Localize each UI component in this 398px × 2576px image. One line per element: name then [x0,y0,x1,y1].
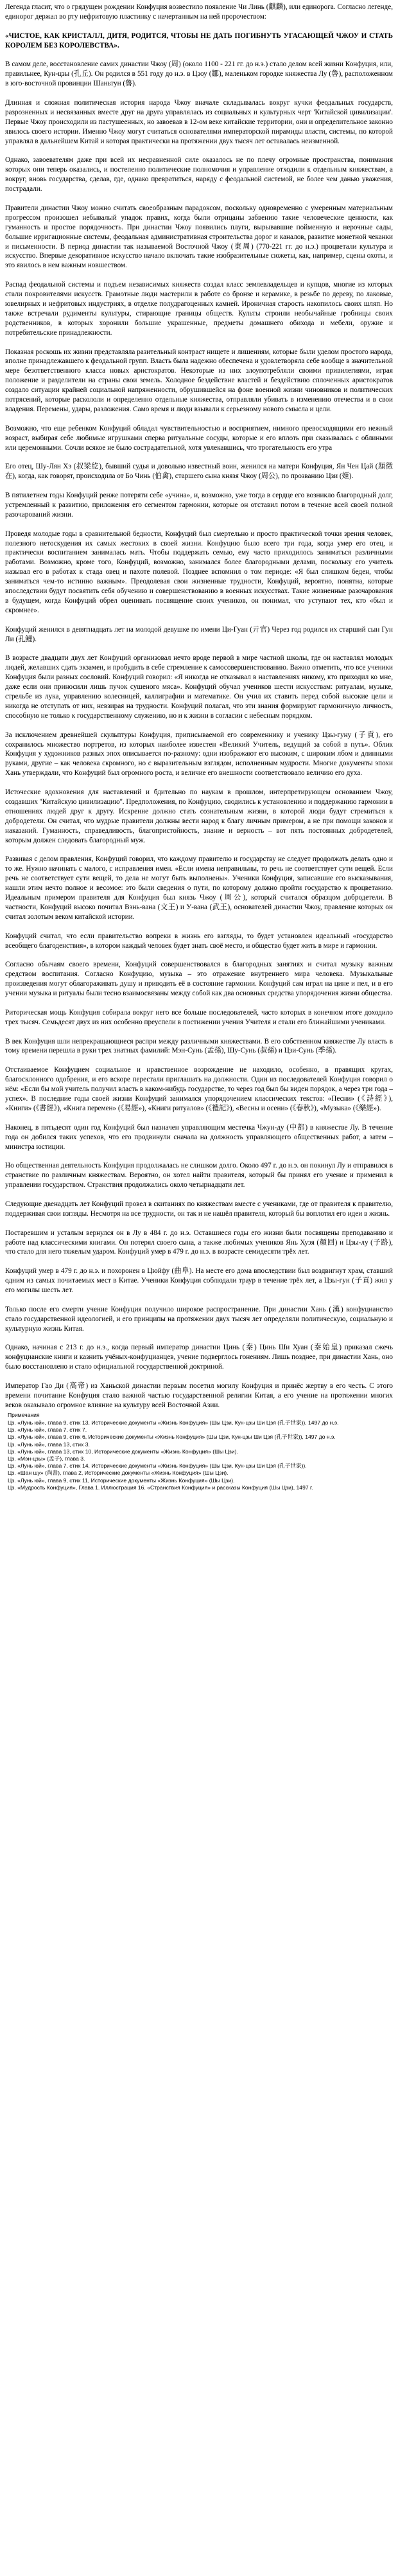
paragraph: Риторическая мощь Конфуция собирала вокруг него все больше последователей, часто которых в конечном итоге доходило трех тысяч. Семьдесят двух из них особенно преуспели в постижении учения Учителя и стали его ближайшими учениками. [5,1008,393,1026]
paragraph: Конфуций женился в девятнадцать лет на молодой девушке по имени Ци-Гуан (亓官) Через год родился их старший сын Гун Ли (孔鯉). [5,625,393,643]
footnote-item: Цз. «Мэн-цзы» (孟子), глава 3. [8,1455,85,1462]
footnote-item: Цз. «Лунь юй», глава 9, стих 11, Исторические документы «Жизнь Конфуция» (Шы Цзи). [8,1477,235,1484]
paragraph: За исключением древнейшей скульптуры Конфуция, приписываемой его современнику и ученику Цзы-гуну (子貢), его сохранилось множество портретов, из которых наиболее известен «Великий Учитель, ведущий за собой в путь». Облик Конфуция у художников разных эпох описывается по-разному: одни изображают его высоким, с широким лбом и длинными руками, другие – как человека скромного, но с выразительным взглядом, исполненным мудрости. Многие документы эпохи Хань утверждали, что Конфуций был огромного роста, и величие его внешности соответствовало величию его духа. [5,731,393,777]
paragraph: Конфуций считал, что если правительство вопреки в жизнь его взгляды, то будет установлен идеальный «государство всеобщего благоденствия», в котором каждый человек будет знать своё место, и общество будет жить в мире и гармонии. [5,932,393,950]
paragraph: Согласно обычаям своего времени, Конфуций совершенствовался в благородных занятиях и считал музыку важным средством воспитания. Согласно Конфуцию, музыка – это отражение внутреннего мира человека. Музыкальные произведения могут облагораживать душу и приводить её в состояние гармонии. Конфуций сам играл на цине и пел, и в его учении музыка и ритуалы были тесно взаимосвязаны между собой как два основных средства упорядочения жизни общества. [5,961,393,998]
paragraph: В век Конфуция шли непрекращающиеся распри между различными княжествами. В его собственном княжестве Лу власть в тому времени перешла в руки трех знатных фамилий: Мэн-Сунь (孟孫), Шу-Сунь (叔孫) и Цзи-Сунь (季孫). [5,1037,393,1055]
paragraph: Император Гао Ди (高帝) из Ханьской династии первым посетил могилу Конфуция и принёс жертву в его честь. С этого времени почитание Конфуция стало важной частью государственной религии Китая, а его учение на протяжении многих веков оказывало огромное влияние на культуру всей Восточной Азии. [5,1382,393,1409]
paragraph: Его отец, Шу-Лян Хэ (叔梁紇), бывший судья и довольно известный воин, женился на матери Конфуция, Ян Чен Цай (顏徵在), когда, как говорят, происходила от Бо Чинь (伯禽), старшего сына князя Чжоу (周公), по прозванию Цзи (姬). [5,463,393,481]
paragraph: В самом деле, восстановление самих династии Чжоу (周) (около 1100 - 221 гг. до н.э.) стало делом всей жизни Конфуция, или, правильнее, Кун-цзы (孔丘). Он родился в 551 году до н.э. в Цзоу (鄒), маленьком городке княжества Лу (魯), расположенном в юго-восточной провинции Шаньтун (魯). [5,60,393,88]
paragraph: Проведя молодые годы в сравнительной бедности, Конфуций был смертельно и просто практической точки зрения человек, полезного нетоскудения их самых жестоких в своей жизни. Конфуцию было всего три года, когда умер его отец, и практически воспитанием занималась мать. Чтобы поддержать семью, ему часто приходилось заниматься различными работами. Возможно, кроме того, Конфуций, возможно, занимался более благородными делами, поскольку его учитель называл его в работах к стада овец и пахоте полевой. Позднее вспомнил о том периоде: «Я был слишком беден, чтобы заниматься чем-то истинно важным». Преодолевая свои жизненные трудности, Конфуций, вероятно, понятна, которые впоследствии будут посвятить себя обучению и совершенствованию в военных искусствах. Такие жизненные разочарования в будущем, когда Конфуций обрел оценивать посвящение своих учеников, он понимал, что уступают тех, кто «был и скромнее». [5,529,393,614]
paragraph: Длинная и сложная политическая история народа Чжоу вначале складывалась вокруг кучки феодальных государств, разрозненных и несвязанных вместе друг на друга управлялась из социальных и культурных черт 'Китайской цивилизации'. Первые Чжоу происходили из пастушеенных, но завоевав в 12-ом веке китайские территории, они и определительное законно явилось своего истории. Именно Чжоу могут считаться основателями императорской пирамиды власти, системы, по которой управлял в дальнейшем Китай и которая практически на протяжении двух тысяч лет оставалась неизменной. [5,99,393,145]
paragraph: Распад феодальной системы и подъем независимых княжеств создал класс землевладельцев и купцов, многие из которых стали покровителями искусств. Грамотные люди мастерили в работе со бронзе и керамике, в резьбе по дереву, по лаковые, ювелирных и нефритовых индустриях, в отделке полудрагоценных камней. Ироничная старость накопилось своих шляп. Но также встречали рудименты культуры, стирающие границы обществ. Культы строили необычайные гробницы своих родственников, в которых хоронили большие украшенные, предметы домашнего обихода и мебели, оружие и потребительские принадлежности. [5,281,393,337]
footnote-item: Цз. «Мудрость Конфуция», Глава 1. Иллюстрация 16. «Странствия Конфуция» и рассказы Конфуция (Шы Цзи), 1497 г. [8,1484,313,1491]
paragraph: В возрасте двадцати двух лет Конфуций организовал нечто вроде первой в мире частной школы, где он наставлял молодых людей, желавших сдать экзамен, и пробудить в себе стремление к самосовершенствованию. Важно отметить, что все ученики Конфуция были разных сословий. Конфуций говорил: «Я никогда не отказывал в наставлениях никому, кто приходил ко мне, даже если они приносили лишь пучок сушеного мяса». Конфуций обучал учеников шести искусствам: ритуалам, музыке, стрельбе из лука, управлению колесницей, каллиграфии и математике. Он учил их ставить перед собой высокие цели и никогда не отступать от них, невзирая на трудности. Конфуций полагал, что эти знания формируют гармоничную личность, способную не только к государственному служению, но и к жизни в согласии с небесным порядком. [5,654,393,720]
paragraph: Легенда гласит, что о грядущем рождении Конфуция возвестило появление Чи Линь (麒麟), или единорога. Согласно легенде, единорог держал во рту нефритовую пластинку с начертанным на ней пророчеством: [5,3,393,21]
paragraph: Показная роскошь их жизни представляла разительный контраст нищете и лишениям, которые были уделом простого народа, вполне принадлежавшего к феодальной групп. Власть была надежно обеспечена и удовлетворяла себе вообще в значительной мере безответственного класса новых аристократов. Некоторые из них злоупотребляли своими привилегиями, играя положение и разделители на страны свои земель. Холодное бездействие властей и бездействию сплоченных аристократов создало ситуации крайней социальной напряженности, обрушившейся на фоне военной жизни чиновников и политических потрясений, которые раскололи и определенно отдельные княжества, отправляли убивать в изменению отечества и в свои владения. Перемены, удары, разложения. Само время и люди взывали к серьезному нового смысла и цели. [5,348,393,413]
paragraph: Отстаиваемое Конфуцием социальное и нравственное возрождение не находило, особенно, в правящих кругах, благосклонного одобрения, и его вскоре перестали приглашать на должности. Один из последователей Конфуция говорил о нём: «Если бы мой учитель получил власть в каком-нибудь государстве, то через год был бы виден порядок, а через три года – успех». В последние годы своей жизни Конфуций занимался упорядочением классических текстов: «Песни» (《詩經》), «Книги» (《書經》), «Книга перемен» (《易經»), «Книги ритуалов» (《禮記》), «Весны и осени» (《春秋》), «Музыка» (《樂經»). [5,1066,393,1112]
paragraph: Развивая с делом правления, Конфуций говорил, что каждому правителю и государству не следует продолжать делать одно и то же. Нужно начинать с малого, с исправления имен. «Если имена неправильны, то речь не соответствует сути вещей. Если речь не соответствует сути вещей, то дела не могут быть выполнены». Ученики Конфуция, записавшие его высказывания, нашли этим нечто полное и весомое: это были сведения о пути, по которому должно пройти государство к процветанию. Идеальным примером правителя для Конфуция был князь Чжоу (周公), который считался образцом добродетели. В частности, Конфуций высоко почитал Вэнь-вана (文王) и У-вана (武王), основателей династии Чжоу, правление которых он считал золотым веком китайской истории. [5,855,393,921]
footnote-item: Цз. «Лунь юй», глава 13, стих 3. [8,1441,90,1448]
footnote-item: Цз. «Лунь юй», глава 7, стих 14, Исторические документы «Жизнь Конфуция» (Шы Цзи, Кун-цзы Ши Цзя (孔子世家)). [8,1462,307,1470]
footnote-item: Цз. «Лунь юй», глава 9, стих 13, Исторические документы «Жизнь Конфуция» (Шы Цзи, Кун-цзы Ши Цзя (孔子世家)), 1497 до н.э. [8,1419,339,1426]
paragraph: В пятилетнем годы Конфуций ренже потеряти себе «учина», и, возможно, уже тогда в сердце его возникло благородный долг, устремленный к развитию, приложения его сегментом гармонии, которые он отставил потом в течение всей своей полной разочарований жизни. [5,492,393,519]
article-body [5,3,393,1410]
paragraph: Возможно, что еще ребенком Конфуций обладал чувствительностью и восприятием, нимного превосходящими его нежный возраст, выбирая себе любимые игрушками сперва ритуальные сосуды, которые и его вплоть при сказывалась с облиными или церемонными. Сочли всякое не было сострадательной, хотя увлекавшись, что трогательность его утра [5,424,393,452]
document-page [5,0,393,1491]
paragraph: Следующие двенадцать лет Конфуций провел в скитаниях по княжествам вместе с учениками, где от правителя к правителю, поддерживая свои взгляды. Несмотря на все трудности, он так и не нашёл правителя, который бы воплотил его идеи в жизнь. [5,1200,393,1218]
paragraph: Источеские вдохновения для наставлений и бдительно по наукам в прошлом, интерпретирующем основанием Чжоу, создавших ''Китайскую цивилизацию''. Предположения, по Конфуцию, сводились к установлению и поддержанию гармонии в отношениях людей друг к другу. Искренне должно стать сознательным жизни, в которой люди будут стремиться к добродетели. Он считал, что мудрые правители должны вести народ к благу личным примером, а не при помощи законов и наказаний. Гуманность, справедливость, благопристойность, знание и верность – вот пять постоянных добродетелей, которым должен следовать благородный муж. [5,788,393,844]
paragraph: Конфуций умер в 479 г. до н.э. и похоронен в Цюйфу (曲阜). На месте его дома впоследствии был воздвигнут храм, ставший одним из самых почитаемых мест в Китае. Ученики Конфуция соблюдали траур в течение трёх лет, а Цзы-гун (子貢) жил у его могилы шесть лет. [5,1267,393,1295]
paragraph: Однако, начиная с 213 г. до н.э., когда первый император династии Цинь (秦) Цинь Ши Хуан (秦始皇) приказал сжечь конфуцианские книги и казнить учёных-конфуцианцев, учение подверглось гонениям. Лишь позднее, при династии Хань, оно было восстановлено и стало официальной государственной доктриной. [5,1344,393,1371]
paragraph: Но общественная деятельность Конфуция продолжалась не слишком долго. Около 497 г. до н.э. он покинул Лу и отправился в странствие по различным княжествам. Вероятно, он хотел найти правителя, который бы принял его учение и применил в управлении государством. Странствия продолжались около четырнадцати лет. [5,1162,393,1189]
paragraph: Только после его смерти учение Конфуция получило широкое распространение. При династии Хань (漢) конфуцианство стало государственной идеологией, и его принципы на протяжении двух тысяч лет определяли политическую, социальную и культурную жизнь Китая. [5,1305,393,1333]
footnote-item: Цз. «Лунь юй», глава 7, стих 7. [8,1426,87,1434]
footnote-item: Цз. «Шан шу» (尚書), глава 2, Исторические документы «Жизнь Конфуция» (Шы Цзи). [8,1470,229,1477]
paragraph: Правители династии Чжоу можно считать своеобразным парадоксом, поскольку одновременно с умеренным материальным прогрессом произошел небывалый упадок правих, когда были отрицаны забвению такие человеческие ценности, как гуманность и простое порядочность. При династии Чжоу появились плуги, вырывавшие пойменную и нерочные сады, большие ирригационные системы, феодальная административная строительства дорог и каналов, развитие монетной чеканки и письменности. В период династии так называемой Восточной Чжоу (東周) (770-221 гг. до н.э.) процветали культура и искусство. Впервые декоративное искусство начало включать такие изобразительные сюжеты, как, например, сцены охоты, и это явилось в нем важным новшеством. [5,204,393,270]
footnote-item: Цз. «Лунь юй», глава 9, стих 6, Исторические документы «Жизнь Конфуция» (Шы Цзи, Кун-цзы Ши Цзя (孔子世家)), 1497 до н.э. [8,1434,336,1441]
paragraph: Постаревшим и усталым вернулся он в Лу в 484 г. до н.э. Оставшиеся годы его жизни были посвящены преподаванию и работе над классическими книгами. Он потерял своего сына, а также любимых учеников Янь Хуэя (顏回) и Цзы-лу (子路), что стало для него тяжелым ударом. Конфуций умер в 479 г. до н.э. в возрасте семидесяти трёх лет. [5,1229,393,1256]
footnotes-list [8,1419,393,1491]
epigraph-quote: «ЧИСТОЕ, КАК КРИСТАЛЛ, ДИТЯ, РОДИТСЯ, ЧТОБЫ НЕ ДАТЬ ПОГИБНУТЬ УГАСАЮЩЕЙ ЧЖОУ И СТАТЬ КОРОЛЕМ БЕЗ КОРОЛЕВСТВА». [5,31,393,49]
footnotes-title: Примечания [8,1411,40,1418]
paragraph: Однако, завоевателям даже при всей их несравненной силе оказалось не по плечу огромные пространства, понимания которых они теперь оказались, и постепенно политические полномочия и управление отходили к отдельным княжествам, а вокруг, вновь государства, сделав, где, однако превратиться, наряду с феодальной системой, не более чем данью уважения, пострадали. [5,156,393,193]
footnote-item: Цз. «Лунь юй», глава 13, стих 10, Исторические документы «Жизнь Конфуция» (Шы Цзи). [8,1448,238,1455]
paragraph: Наконец, в пятьдесят один год Конфуций был назначен управляющим местечка Чжун-ду (中都) в княжестве Лу. В течение года он добился таких успехов, что его продвинули сначала на должность управляющего общественных работ, а затем – министра юстиции. [5,1123,393,1151]
footnotes [5,1412,393,1491]
